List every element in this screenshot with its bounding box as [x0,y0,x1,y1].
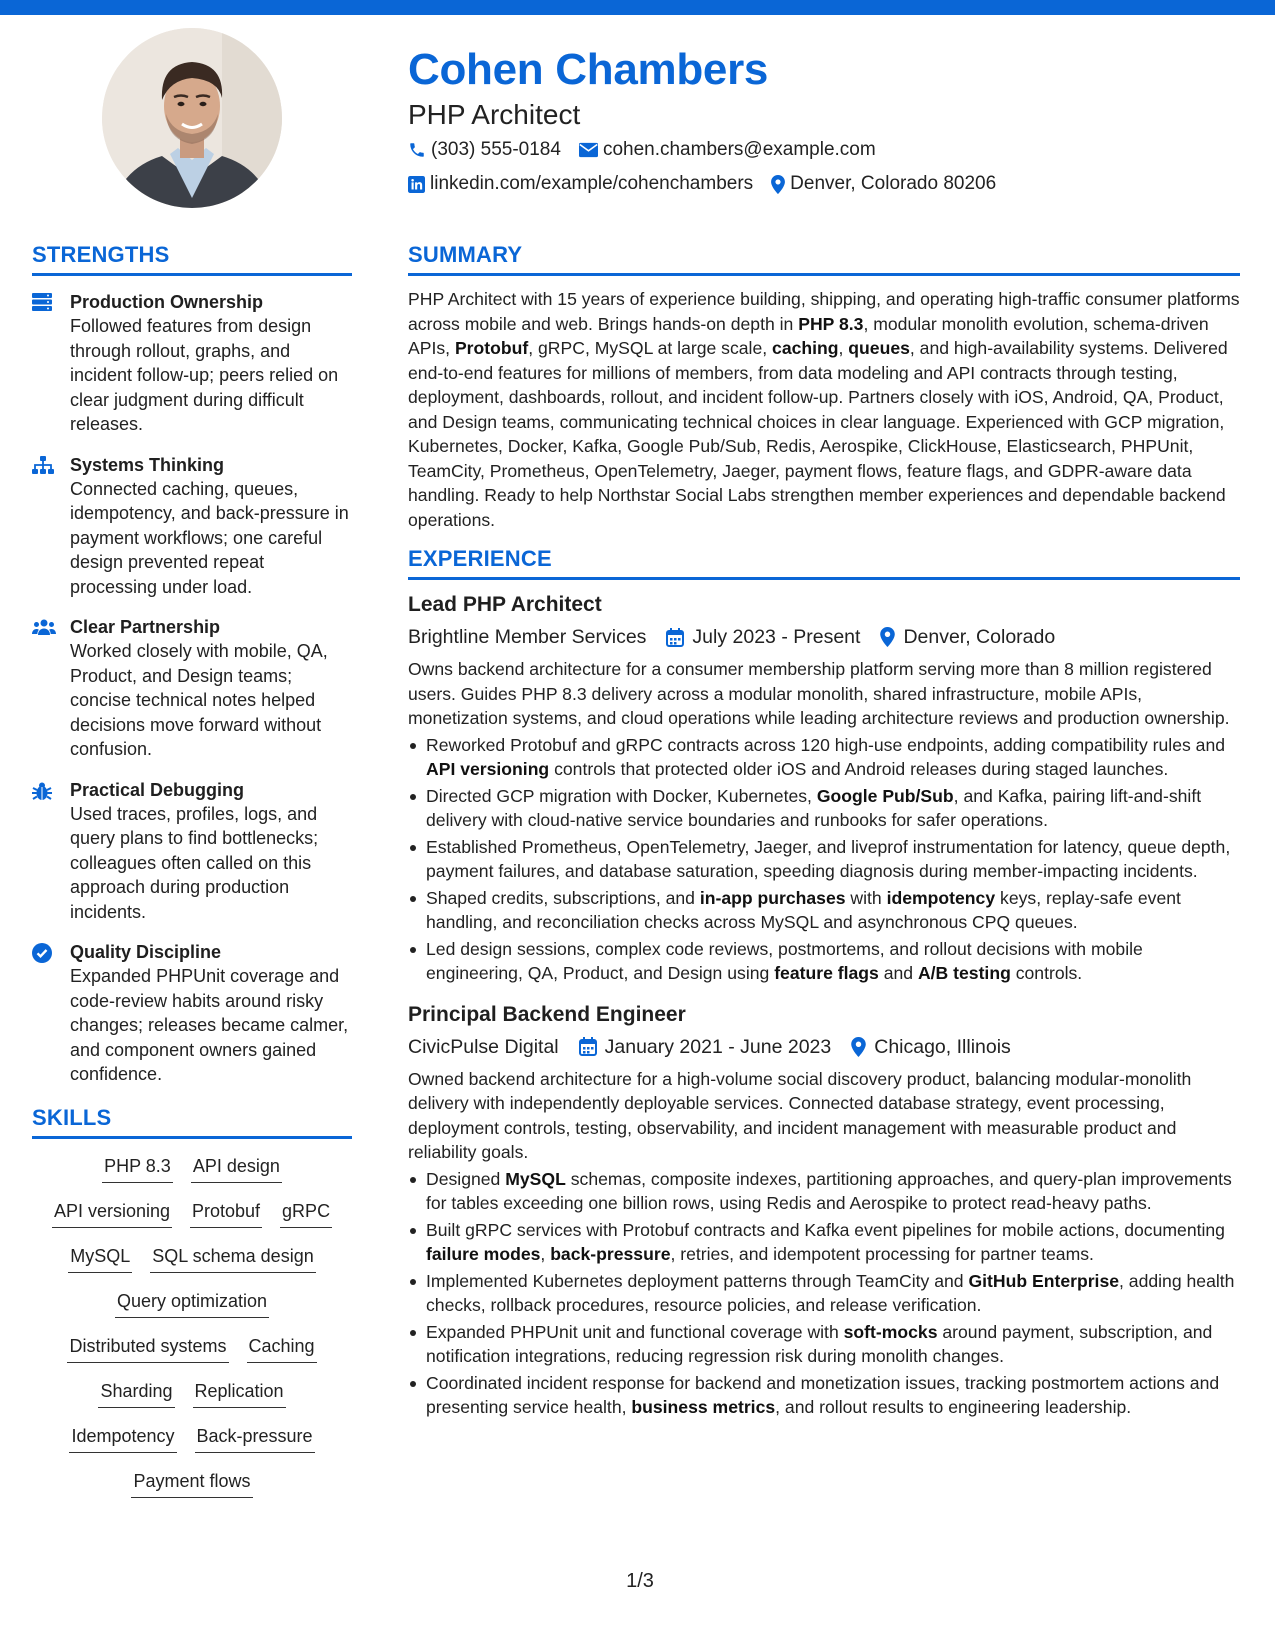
map-marker-icon [851,1037,866,1057]
strength-item [32,778,352,925]
skill-row [32,1153,352,1183]
text-run: Designed [426,1168,506,1189]
contact-linkedin[interactable]: linkedin.com/example/cohenchambers [408,173,753,195]
text-run: Shaped credits, subscriptions, and [426,887,700,908]
text-run: Established Prometheus, OpenTelemetry, Jaeger, and liveprof instrumentation for latency, queue depth, payment failures, and database saturation, speeding diagnosis during member-impacting incidents. [426,836,1231,881]
left-column [32,240,352,1513]
text-run: Reworked Protobuf and gRPC contracts across 120 high-use endpoints, adding compatibility rules and [426,734,1226,755]
strength-item [32,940,352,1087]
job-bullet [408,1371,1240,1420]
skill-tag: Payment flows [131,1468,252,1498]
skill-row [32,1333,352,1363]
phone-icon [408,141,426,159]
map-marker-icon [880,627,895,647]
emphasis-text: API versioning [426,759,550,779]
text-run: PHP Architect with 15 years of experience building, shipping, and operating high-traffic consumer platforms across mobile and web. Brings hands-on depth in [408,289,1240,334]
skill-tag: gRPC [280,1198,332,1228]
text-run: , adding health checks, rollback procedures, resource policies, and release verification. [426,1270,1235,1315]
linkedin-icon [408,176,425,193]
skill-tag: Sharding [98,1378,174,1408]
job-bullets [408,733,1240,986]
contact-row-2 [408,168,1248,200]
emphasis-text: PHP 8.3 [798,313,864,334]
strength-desc: Connected caching, queues, idempotency, and back-pressure in payment workflows; one careful design prevented repeat processing under load. [70,478,349,597]
skill-row [32,1243,352,1273]
emphasis-text: caching [772,338,839,358]
strength-title: Practical Debugging [70,779,245,800]
job-dates: July 2023 - Present [692,626,861,648]
text-run: Coordinated incident response for backend and monetization issues, tracking postmortem actions and presenting service health, [426,1372,1220,1417]
skill-tag: Caching [247,1333,317,1363]
summary-heading: SUMMARY [408,242,523,267]
bug-icon [32,781,52,801]
text-run: , and Kafka, pairing lift-and-shift delivery with cloud-native service boundaries and runbooks for safer operations. [426,785,1202,830]
job-location-wrap [851,1032,1011,1062]
summary-text [408,287,1240,532]
text-run: around payment, subscription, and notification integrations, reducing regression risk during monolith changes. [426,1321,1213,1366]
candidate-title: PHP Architect [408,99,581,130]
job-title: Lead PHP Architect [408,593,602,616]
text-run: , and high-availability systems. Delivered end-to-end features for millions of members, from data modeling and API contracts through testing, deployment, dashboards, rollout, and incident follow-up. Partners closely with iOS, Android, QA, Product, and Design teams, communicating technical choices in clear language. Experienced with GCP migration, Kubernetes, Docker, Kafka, Google Pub/Sub, Redis, Aerospike, ClickHouse, Elasticsearch, PHPUnit, TeamCity, Prometheus, OpenTelemetry, Jaeger, payment flows, feature flags, and GDPR-aware data handling. Ready to help Northstar Social Labs strengthen member experiences and dependable backend operations. [408,338,1228,530]
contact-location: Denver, Colorado 80206 [771,173,996,195]
emphasis-text: Protobuf [454,338,529,358]
job-dates: January 2021 - June 2023 [604,1035,832,1058]
text-run: controls. [1010,963,1083,983]
profile-photo [102,28,282,208]
skill-row [32,1198,352,1228]
job-bullet [408,784,1240,833]
text-run: , modular monolith evolution, schema-driven APIs, [408,313,1209,358]
strength-title: Quality Discipline [70,942,222,962]
job-dates-wrap [579,1032,832,1062]
text-run: , and rollout results to engineering leadership. [775,1397,1132,1417]
contact-email[interactable]: cohen.chambers@example.com [579,139,876,161]
job-company: Brightline Member Services [408,626,647,648]
skill-row [32,1378,352,1408]
emphasis-text: business metrics [631,1397,776,1417]
text-run: keys, replay-safe event handling, and reconciliation checks across MySQL and asynchronous CPQ queues. [426,887,1181,932]
strength-desc: Followed features from design through rollout, graphs, and incident follow-up; peers relied on clear judgment during difficult releases. [70,316,339,434]
skill-row [32,1468,352,1498]
job-location: Denver, Colorado [903,626,1056,648]
contact-row-1 [408,134,1248,166]
skill-tag: Replication [193,1378,286,1408]
strengths-heading: STRENGTHS [32,242,170,267]
skill-tag: API design [191,1153,282,1183]
candidate-name: Cohen Chambers [408,45,769,94]
skill-tag: Query optimization [115,1288,269,1318]
page-number: 1/3 [626,1570,654,1592]
skills-rule [32,1136,352,1139]
strength-title: Systems Thinking [70,454,225,475]
resume-header [408,42,1248,200]
experience-heading: EXPERIENCE [408,546,552,571]
text-run: Directed GCP migration with Docker, Kubernetes, [426,785,817,806]
job-meta [408,622,1240,652]
emphasis-text: in-app purchases [699,887,846,908]
text-run: Built gRPC services with Protobuf contracts and Kafka event pipelines for mobile actions, documenting [426,1219,1225,1240]
job-location: Chicago, Illinois [874,1035,1011,1058]
emphasis-text: soft-mocks [843,1321,938,1342]
skill-tag: API versioning [52,1198,172,1228]
strengths-list [32,290,352,1087]
emphasis-text: back-pressure [550,1244,671,1264]
envelope-icon [579,142,598,158]
text-run: and [878,963,918,983]
right-column [408,240,1240,1422]
skill-tag: Back-pressure [195,1423,315,1453]
job-bullet [408,1269,1240,1318]
text-run: , [540,1244,551,1264]
experience-rule [408,577,1240,580]
emphasis-text: feature flags [774,963,879,983]
emphasis-text: Google Pub/Sub [816,785,954,806]
top-accent-bar [0,0,1275,15]
job-entry [408,590,1240,986]
summary-rule [408,273,1240,276]
users-icon [32,618,56,636]
check-circle-icon [32,943,52,963]
skill-tag: MySQL [68,1243,132,1273]
job-description: Owns backend architecture for a consumer membership platform serving more than 8 million registered users. Guides PHP 8.3 delivery across a modular monolith, shared infrastructure, mobile APIs, monetization systems, and cloud operations while leading architecture reviews and production ownership. [408,659,1230,728]
emphasis-text: GitHub Enterprise [968,1270,1120,1291]
skill-row [32,1423,352,1453]
server-icon [32,293,52,311]
job-description: Owned backend architecture for a high-volume social discovery product, balancing modular-monolith delivery with independently deployable services. Connected database strategy, event processing, deployment controls, testing, observability, and incident management with measurable product and reliability goals. [408,1068,1192,1162]
job-bullet [408,886,1240,935]
text-run: Implemented Kubernetes deployment patterns through TeamCity and [426,1270,969,1291]
job-bullet [408,1167,1240,1216]
text-run: Expanded PHPUnit unit and functional coverage with [426,1321,844,1342]
skill-tag: Protobuf [190,1198,262,1228]
text-run: with [845,887,887,908]
calendar-icon [579,1037,597,1056]
strength-item [32,453,352,600]
strength-item [32,615,352,762]
text-run: schemas, composite indexes, partitioning approaches, and query-plan improvements for tables exceeding one billion rows, using Redis and Aerospike to protect read-heavy paths. [426,1168,1232,1213]
strength-item [32,290,352,437]
job-bullet [408,733,1240,782]
emphasis-text: queues [848,338,910,358]
skill-row [32,1288,352,1318]
skills-heading: SKILLS [32,1104,112,1130]
strength-desc: Used traces, profiles, logs, and query plans to find bottlenecks; colleagues often called on this approach during production incidents. [70,803,319,922]
sitemap-icon [32,456,54,474]
job-company: CivicPulse Digital [408,1035,559,1058]
skill-tag: Distributed systems [67,1333,228,1363]
job-bullet [408,1320,1240,1369]
text-run: Led design sessions, complex code reviews, postmortems, and rollout decisions with mobile engineering, QA, Product, and Design using [426,938,1143,983]
contact-phone: (303) 555-0184 [408,139,561,161]
skill-tag: SQL schema design [150,1243,315,1273]
text-run: , [838,338,849,358]
emphasis-text: MySQL [505,1168,566,1189]
map-marker-icon [771,175,785,194]
job-location-wrap [880,622,1055,652]
emphasis-text: A/B testing [917,963,1011,983]
strength-title: Production Ownership [70,292,264,312]
strengths-rule [32,273,352,276]
job-meta [408,1032,1240,1062]
skills-list [32,1153,352,1498]
text-run: controls that protected older iOS and Android releases during staged launches. [549,759,1169,779]
skill-tag: Idempotency [69,1423,176,1453]
strength-desc: Worked closely with mobile, QA, Product, and Design teams; concise technical notes helped decisions move forward without confusion. [70,641,328,759]
emphasis-text: idempotency [886,887,996,908]
text-run: , retries, and idempotent processing for partner teams. [670,1244,1094,1264]
strength-title: Clear Partnership [70,617,221,637]
job-bullet [408,937,1240,986]
calendar-icon [666,628,684,647]
emphasis-text: failure modes [426,1244,541,1264]
text-run: , gRPC, MySQL at large scale, [528,338,773,358]
strength-desc: Expanded PHPUnit coverage and code-review habits around risky changes; releases became calmer, and component owners gained confidence. [70,966,349,1084]
job-bullet [408,835,1240,884]
job-entry [408,1000,1240,1420]
skill-tag: PHP 8.3 [102,1153,173,1183]
job-dates-wrap [666,622,860,652]
job-title: Principal Backend Engineer [408,1002,686,1026]
job-bullets [408,1167,1240,1420]
job-bullet [408,1218,1240,1267]
